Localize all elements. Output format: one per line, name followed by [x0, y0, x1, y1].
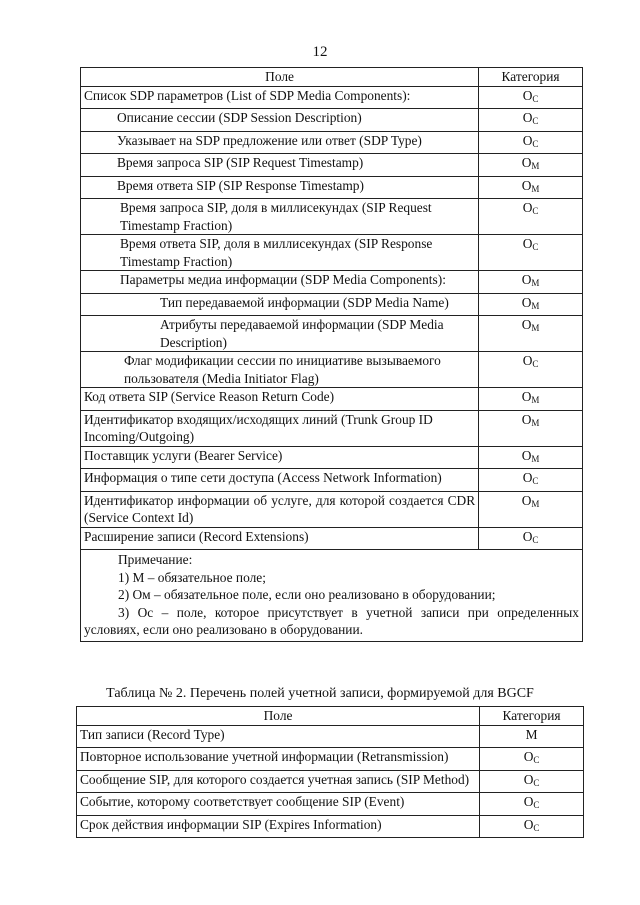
note-item: 2) Ом – обязательное поле, если оно реализовано в оборудовании;: [118, 587, 496, 602]
table-row: [77, 725, 584, 748]
category-cell: $O_C$: [479, 469, 583, 492]
category-cell: $O_M$: [479, 446, 583, 469]
header-field: Поле: [77, 707, 480, 726]
table-row: [77, 748, 584, 771]
field-cell: Повторное использование учетной информации (Retransmission): [77, 748, 480, 771]
field-cell: Поставщик услуги (Bearer Service): [81, 446, 479, 469]
category-cell: $O_M$: [479, 293, 583, 316]
field-cell: Срок действия информации SIP (Expires Information): [77, 815, 480, 838]
header-category: Категория: [480, 707, 584, 726]
field-cell: Расширение записи (Record Extensions): [81, 527, 479, 550]
fields-table-2: [76, 706, 584, 838]
category-cell: $O_C$: [480, 748, 584, 771]
table-row: [81, 527, 583, 550]
note-title: Примечание:: [118, 552, 193, 567]
field-cell: Список SDP параметров (List of SDP Media Components):: [81, 86, 479, 109]
category-cell: $O_C$: [480, 815, 584, 838]
field-cell: Флаг модификации сессии по инициативе вызываемого пользователя (Media Initiator Flag): [81, 352, 479, 388]
note-item: 1) М – обязательное поле;: [118, 569, 266, 585]
table-2-caption: Таблица № 2. Перечень полей учетной записи, формируемой для BGCF: [106, 686, 534, 701]
field-cell: Код ответа SIP (Service Reason Return Code): [81, 388, 479, 411]
table-row: [81, 316, 583, 352]
field-cell: Информация о типе сети доступа (Access Network Information): [81, 469, 479, 492]
category-cell: $O_C$: [479, 527, 583, 550]
category-cell: $O_M$: [479, 271, 583, 294]
field-cell: Время ответа SIP (SIP Response Timestamp): [81, 176, 479, 199]
page-number: 12: [312, 44, 328, 60]
category-cell: $O_M$: [479, 154, 583, 177]
field-cell: Описание сессии (SDP Session Description): [81, 109, 479, 132]
note-item: 3) Ос – поле, которое присутствует в учетной записи при определенных условиях, если оно реализовано в оборудовании.: [84, 604, 579, 637]
field-cell: Атрибуты передаваемой информации (SDP Media Description): [81, 316, 479, 352]
table-header-row: [81, 68, 583, 87]
table-row: [81, 388, 583, 411]
category-cell: M: [480, 725, 584, 748]
field-cell: Сообщение SIP, для которого создается учетная запись (SIP Method): [77, 770, 480, 793]
field-cell: Параметры медиа информации (SDP Media Components):: [81, 271, 479, 294]
category-cell: $O_C$: [479, 109, 583, 132]
category-cell: $O_C$: [479, 199, 583, 235]
category-cell: $O_C$: [479, 131, 583, 154]
field-cell: Время запроса SIP (SIP Request Timestamp): [81, 154, 479, 177]
field-cell: Указывает на SDP предложение или ответ (SDP Type): [81, 131, 479, 154]
table-row: [81, 131, 583, 154]
fields-table-1: [80, 67, 583, 642]
field-cell: Идентификатор входящих/исходящих линий (Trunk Group ID Incoming/Outgoing): [81, 410, 479, 446]
field-cell: Идентификатор информации об услуге, для которой создается CDR (Service Context Id): [81, 491, 479, 527]
category-cell: $O_C$: [480, 793, 584, 816]
table-row: [81, 352, 583, 388]
table-row: [77, 793, 584, 816]
table-row: [81, 446, 583, 469]
table-row: [81, 86, 583, 109]
field-cell: Событие, которому соответствует сообщение SIP (Event): [77, 793, 480, 816]
header-field: Поле: [81, 68, 479, 87]
table-row: [81, 154, 583, 177]
category-cell: $O_M$: [479, 388, 583, 411]
note-cell: [81, 550, 583, 642]
table-row: [81, 469, 583, 492]
category-cell: $O_M$: [479, 491, 583, 527]
field-cell: Время ответа SIP, доля в миллисекундах (SIP Response Timestamp Fraction): [81, 235, 479, 271]
table-row: [81, 109, 583, 132]
category-cell: $O_M$: [479, 316, 583, 352]
table-row: [81, 271, 583, 294]
category-cell: $O_C$: [479, 235, 583, 271]
table-row: [77, 770, 584, 793]
table-row: [81, 235, 583, 271]
field-cell: Тип передаваемой информации (SDP Media Name): [81, 293, 479, 316]
header-category: Категория: [479, 68, 583, 87]
category-cell: $O_M$: [479, 176, 583, 199]
field-cell: Время запроса SIP, доля в миллисекундах (SIP Request Timestamp Fraction): [81, 199, 479, 235]
category-cell: $O_C$: [480, 770, 584, 793]
table-row: [77, 815, 584, 838]
category-cell: $O_C$: [479, 352, 583, 388]
category-cell: $O_C$: [479, 86, 583, 109]
field-cell: Тип записи (Record Type): [77, 725, 480, 748]
table-row: [81, 176, 583, 199]
category-cell: $O_M$: [479, 410, 583, 446]
table-row: [81, 293, 583, 316]
table-row: [81, 199, 583, 235]
note-row: [81, 550, 583, 642]
table-row: [81, 491, 583, 527]
table-header-row: [77, 707, 584, 726]
table-row: [81, 410, 583, 446]
